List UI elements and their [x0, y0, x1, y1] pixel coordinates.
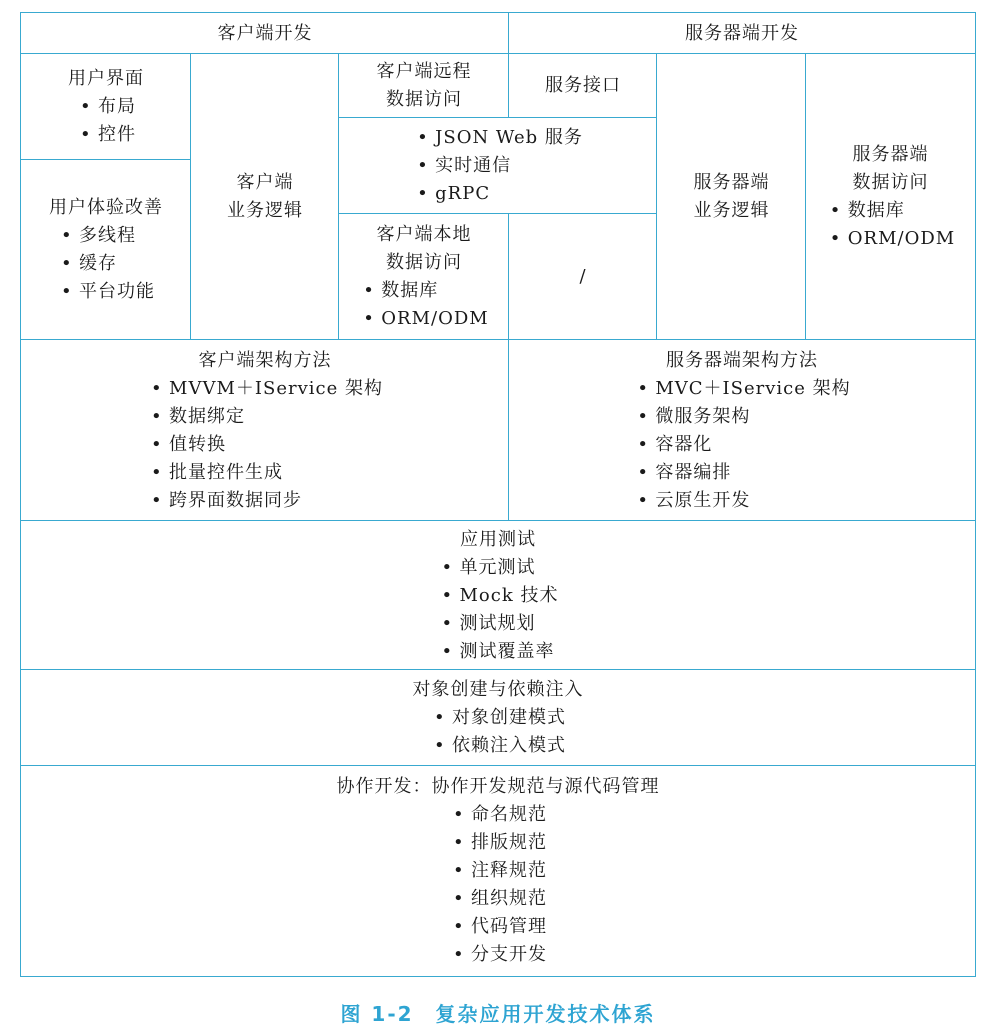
list-item: • 缓存: [57, 250, 155, 278]
list-item: • 组织规范: [449, 885, 547, 913]
list-item: • JSON Web 服务: [413, 124, 583, 152]
server-logic-line1: 服务器端: [693, 172, 770, 193]
client-architecture-box: [20, 339, 510, 522]
list-item: • 值转换: [147, 431, 383, 459]
list-item: • Mock 技术: [438, 582, 559, 610]
client-local-line2: 数据访问: [386, 252, 462, 273]
list-item: • 实时通信: [413, 152, 583, 180]
list-item: • 排版规范: [449, 829, 547, 857]
client-architecture-title: 客户端架构方法: [198, 349, 332, 371]
server-data-line1: 服务器端: [852, 144, 929, 165]
server-data-access-box: [805, 53, 976, 341]
client-local-data-box: [338, 213, 510, 341]
list-item: • MVVM＋IService 架构: [147, 375, 383, 403]
list-item: • gRPC: [413, 180, 583, 208]
app-testing-box: [20, 520, 976, 671]
list-item: • 布局: [76, 93, 136, 121]
ux-improvement-box: [20, 159, 192, 341]
slash-label: /: [579, 266, 587, 287]
server-architecture-list: [633, 375, 850, 515]
user-interface-box: [20, 53, 192, 161]
figure-caption: 图 1-2 复杂应用开发技术体系: [340, 1002, 656, 1026]
list-item: • 测试覆盖率: [438, 638, 559, 666]
server-architecture-title: 服务器端架构方法: [666, 349, 818, 371]
server-dev-header: [508, 12, 976, 55]
collaboration-title: 协作开发：协作开发规范与源代码管理: [336, 776, 660, 797]
collaboration-box: [20, 765, 976, 977]
list-item: • 数据库: [826, 197, 955, 225]
list-item: • ORM/ODM: [359, 305, 488, 333]
client-architecture-list: [147, 375, 383, 515]
list-item: • 批量控件生成: [147, 459, 383, 487]
list-item: • 微服务架构: [633, 403, 850, 431]
remote-communication-box: [338, 117, 658, 215]
user-interface-list: [76, 93, 136, 149]
server-data-line2: 数据访问: [852, 172, 929, 193]
app-testing-list: [438, 554, 559, 666]
server-logic-line2: 业务逻辑: [693, 200, 770, 221]
server-business-logic-box: [656, 53, 807, 341]
ux-improvement-title: 用户体验改善: [49, 197, 163, 218]
server-architecture-box: [508, 339, 976, 522]
list-item: • 平台功能: [57, 278, 155, 306]
client-local-line1: 客户端本地: [376, 224, 472, 245]
client-remote-line2: 数据访问: [386, 89, 462, 110]
list-item: • 数据绑定: [147, 403, 383, 431]
list-item: • 容器化: [633, 431, 850, 459]
user-interface-title: 用户界面: [68, 68, 144, 89]
service-interface-label: 服务接口: [545, 75, 621, 96]
list-item: • 命名规范: [449, 801, 547, 829]
object-creation-di-box: [20, 669, 976, 767]
list-item: • 云原生开发: [633, 487, 850, 515]
app-testing-title: 应用测试: [459, 528, 536, 550]
client-dev-header-label: 客户端开发: [217, 22, 313, 44]
list-item: • 数据库: [359, 277, 488, 305]
list-item: • 跨界面数据同步: [147, 487, 383, 515]
list-item: • 容器编排: [633, 459, 850, 487]
list-item: • 单元测试: [438, 554, 559, 582]
list-item: • MVC＋IService 架构: [633, 375, 850, 403]
service-interface-box: [508, 53, 658, 119]
list-item: • ORM/ODM: [826, 225, 955, 253]
list-item: • 依赖注入模式: [430, 732, 566, 760]
object-creation-di-title: 对象创建与依赖注入: [412, 679, 584, 700]
list-item: • 测试规划: [438, 610, 559, 638]
remote-communication-list: [413, 124, 583, 208]
client-dev-header: [20, 12, 510, 55]
server-dev-header-label: 服务器端开发: [685, 22, 799, 44]
client-business-logic-box: [190, 53, 340, 341]
server-data-list: [826, 197, 955, 253]
list-item: • 多线程: [57, 222, 155, 250]
empty-slash-box: [508, 213, 658, 341]
collaboration-list: [449, 801, 547, 969]
object-creation-di-list: [430, 704, 566, 760]
client-local-list: [359, 277, 488, 333]
client-logic-line2: 业务逻辑: [227, 200, 303, 221]
client-remote-data-box: [338, 53, 510, 119]
list-item: • 代码管理: [449, 913, 547, 941]
list-item: • 注释规范: [449, 857, 547, 885]
client-logic-line1: 客户端: [236, 172, 294, 193]
client-remote-line1: 客户端远程: [376, 61, 472, 82]
list-item: • 分支开发: [449, 941, 547, 969]
list-item: • 对象创建模式: [430, 704, 566, 732]
list-item: • 控件: [76, 121, 136, 149]
ux-improvement-list: [57, 222, 155, 306]
